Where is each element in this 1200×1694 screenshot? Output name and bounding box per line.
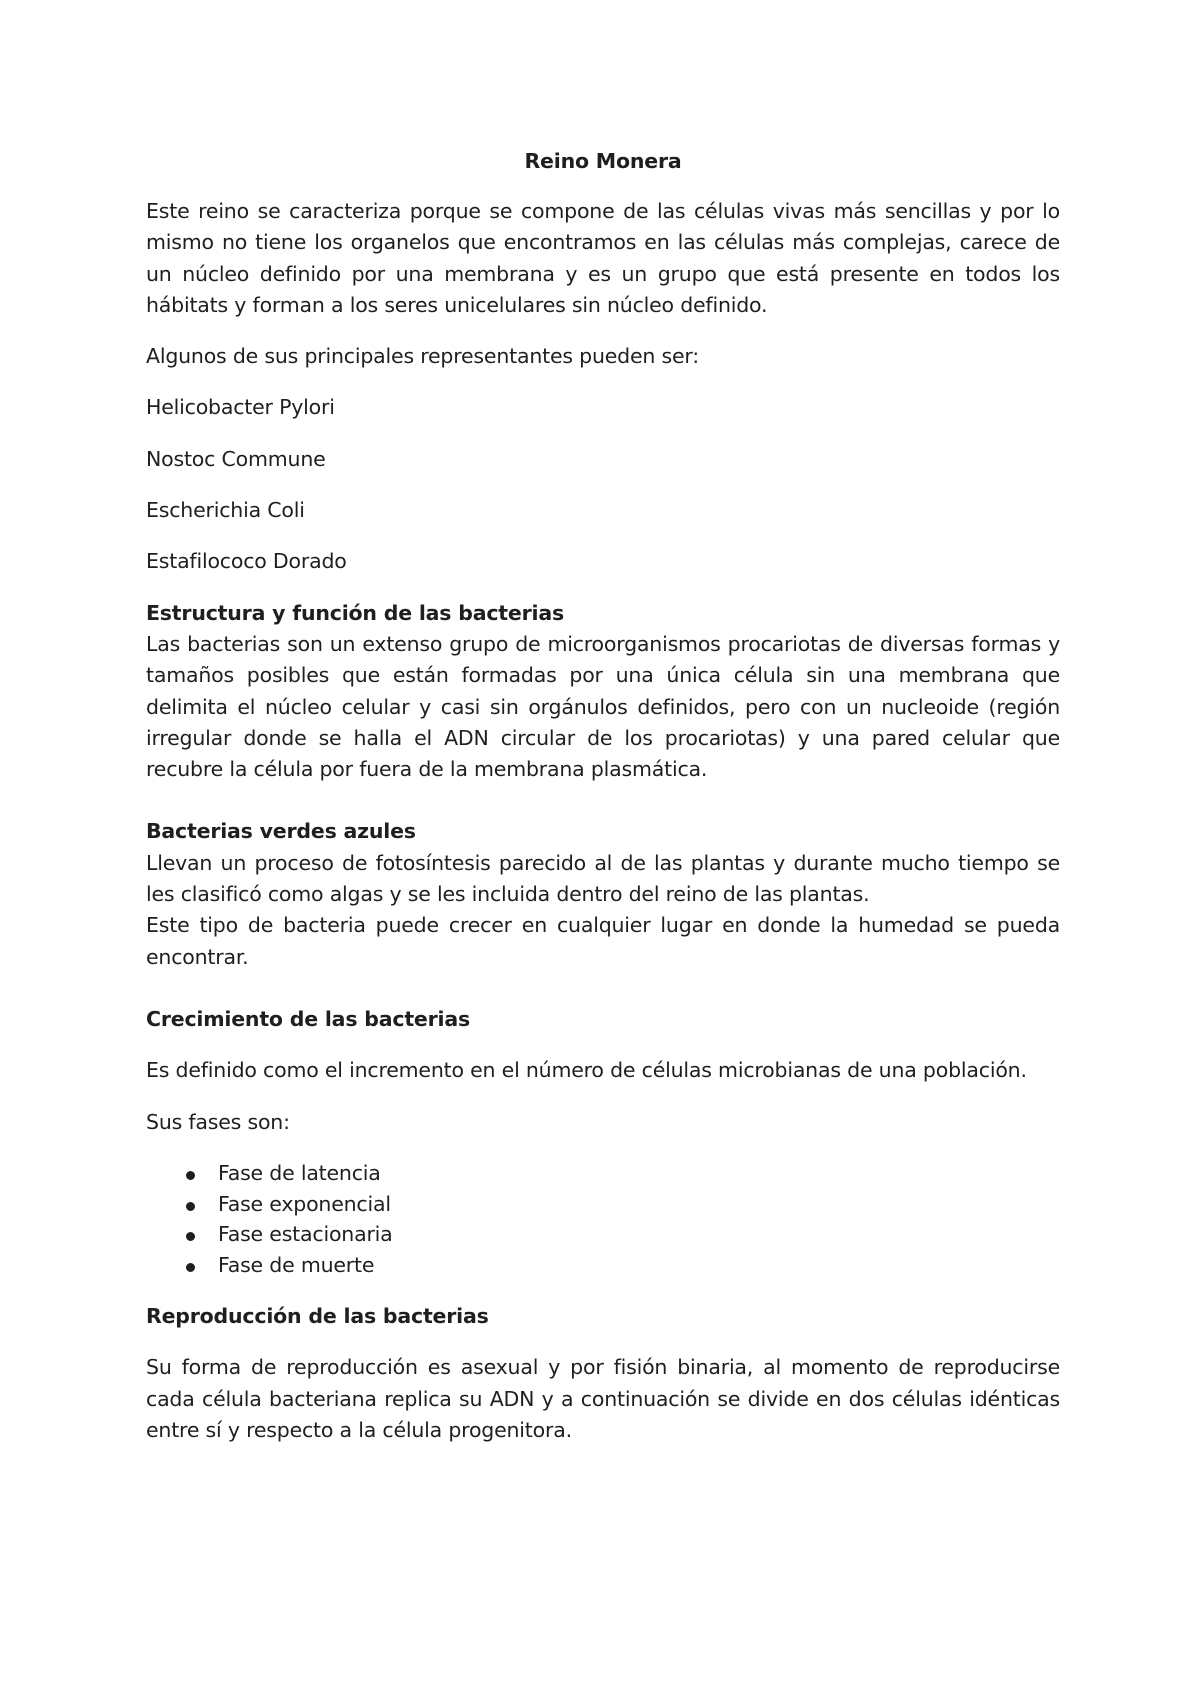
bullet-icon	[186, 1232, 195, 1241]
list-item	[146, 1189, 1060, 1220]
phase-label: Fase estacionaria	[218, 1222, 393, 1247]
list-item	[146, 1250, 1060, 1281]
structure-heading: Estructura y función de las bacterias	[146, 600, 564, 625]
phases-list	[146, 1158, 1060, 1281]
growth-heading: Crecimiento de las bacterias	[146, 1006, 470, 1031]
representative-item: Helicobacter Pylori	[146, 395, 335, 420]
reproduction-paragraph: Su forma de reproducción es asexual y por fisión binaria, al momento de reproducirse cada célula bacteriana replica su ADN y a continuación se divide en dos células idénticas entre sí y respecto a la célula progenitora.	[146, 1355, 1060, 1442]
reproduction-heading: Reproducción de las bacterias	[146, 1304, 489, 1329]
list-item	[146, 1158, 1060, 1189]
blank-line	[146, 785, 1060, 816]
bullet-icon	[186, 1202, 195, 1211]
intro-paragraph: Este reino se caracteriza porque se compone de las células vivas más sencillas y por lo mismo no tiene los organelos que encontramos en las células más complejas, carece de un núcleo definido por una membrana y es un grupo que está presente en todos los hábitats y forman a los seres unicelulares sin núcleo definido.	[146, 199, 1060, 317]
phase-label: Fase de latencia	[218, 1160, 381, 1185]
growth-phases-intro: Sus fases son:	[146, 1109, 290, 1134]
green-blue-paragraph-2: Este tipo de bacteria puede crecer en cualquier lugar en donde la humedad se pueda encontrar.	[146, 913, 1060, 969]
document-body	[146, 146, 1060, 1446]
representative-item: Escherichia Coli	[146, 498, 305, 523]
list-item	[146, 1219, 1060, 1250]
green-blue-heading: Bacterias verdes azules	[146, 819, 416, 844]
bullet-icon	[186, 1263, 195, 1272]
structure-paragraph: Las bacterias son un extenso grupo de microorganismos procariotas de diversas formas y tamaños posibles que están formadas por una única célula sin una membrana que delimita el núcleo celular y casi sin orgánulos definidos, pero con un nucleoide (región irregular donde se halla el ADN circular de los procariotas) y una pared celular que recubre la célula por fuera de la membrana plasmática.	[146, 631, 1060, 782]
green-blue-paragraph-1: Llevan un proceso de fotosíntesis parecido al de las plantas y durante mucho tiempo se les clasificó como algas y se les incluida dentro del reino de las plantas.	[146, 850, 1060, 907]
representative-item: Nostoc Commune	[146, 446, 326, 471]
growth-definition: Es definido como el incremento en el número de células microbianas de una población.	[146, 1058, 1027, 1083]
representatives-intro: Algunos de sus principales representantes pueden ser:	[146, 344, 699, 369]
phase-label: Fase de muerte	[218, 1253, 375, 1278]
phase-label: Fase exponencial	[218, 1191, 391, 1216]
page-title: Reino Monera	[524, 149, 682, 173]
blank-line	[146, 973, 1060, 1004]
bullet-icon	[186, 1171, 195, 1180]
representative-item: Estafilococo Dorado	[146, 549, 347, 574]
